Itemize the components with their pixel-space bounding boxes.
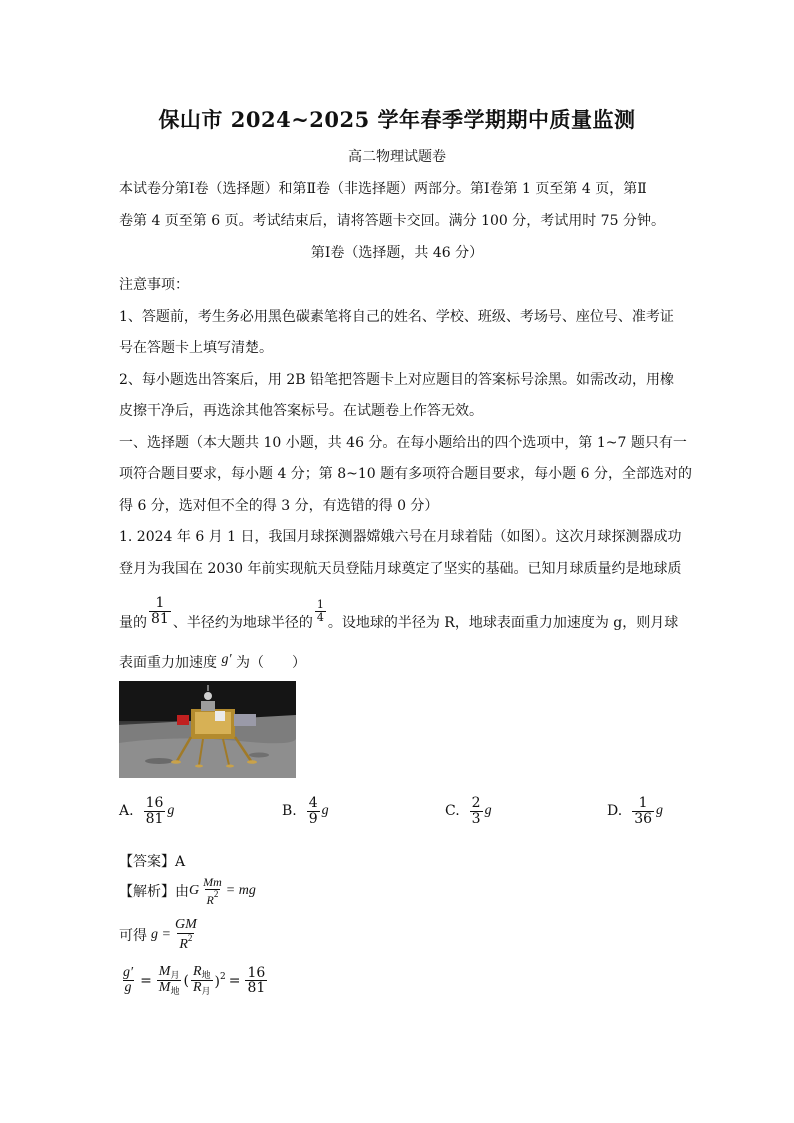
choice-a[interactable]: [119, 796, 174, 826]
eq3-result-fraction: [245, 966, 267, 996]
eq3-line: [119, 965, 269, 997]
notes-heading: 注意事项：: [119, 277, 189, 293]
eq3-radius-fraction: [191, 965, 213, 997]
eq3-paren-close: )$^2$: [214, 971, 226, 990]
choice-a-var: g: [167, 803, 175, 819]
radius-ratio-den: 4: [316, 610, 324, 624]
section1-line-3: 得 6 分，选对但不全的得 3 分，有选错的得 0 分）: [119, 498, 439, 514]
eq1-fraction: [201, 876, 224, 906]
choice-b-label: B.: [282, 803, 297, 820]
q1-line-2: 登月为我国在 2030 年前实现航天员登陆月球奠定了坚实的基础。已知月球质量约是地球质: [119, 561, 682, 577]
choice-a-fraction: [144, 796, 166, 826]
radius-ratio-num: 1: [316, 597, 324, 611]
section1-line-1: 一、选择题（本大题共 10 小题，共 46 分。在每小题给出的四个选项中，第 1~7 题只有一: [119, 435, 687, 451]
q1-line-3: [119, 590, 678, 632]
choice-c-label: C.: [445, 803, 460, 820]
eq3-mass-num: $M_月$: [158, 964, 180, 980]
eq3-left-den: g: [124, 980, 132, 996]
choice-d-fraction: [632, 796, 654, 826]
mass-ratio-den: 81: [151, 610, 169, 627]
choice-a-num: 16: [145, 795, 164, 811]
choice-b-den: 9: [308, 810, 318, 827]
note1-line-1: 1、答题前，考生务必用黑色碳素笔将自己的姓名、学校、班级、考场号、座位号、准考证: [119, 309, 674, 325]
eq3-left-num: g′: [123, 964, 134, 980]
g-prime-symbol: g′: [221, 652, 232, 667]
eq2-num: GM: [174, 917, 197, 932]
page-title: 保山市 2024~2025 学年春季学期期中质量监测: [158, 107, 636, 132]
lunar-lander-photo: [119, 681, 296, 778]
choice-c-num: 2: [471, 795, 481, 811]
note1-line-2: 号在答题卡上填写清楚。: [119, 340, 273, 356]
q1-line-4-a: 表面重力加速度: [119, 655, 217, 671]
eq1-rhs: = mg: [225, 883, 256, 899]
intro-line-2: 卷第 4 页至第 6 页。考试结束后，请将答题卡交回。满分 100 分，考试用时 75 分钟。: [119, 213, 665, 229]
choice-b[interactable]: [282, 796, 329, 826]
eq1-g-const: G: [189, 883, 200, 899]
q1-line-4-b: 为（ ）: [235, 655, 306, 671]
eq2-den: $R^2$: [179, 932, 193, 952]
eq3-radius-den: $R_月$: [192, 980, 211, 997]
eq3-paren-open: (: [183, 972, 189, 989]
radius-ratio-fraction: [315, 599, 326, 623]
choice-d-den: 36: [634, 810, 653, 827]
choice-d-label: D.: [607, 803, 623, 820]
choice-c-den: 3: [471, 810, 481, 827]
analysis-label: 【解析】由: [119, 884, 189, 901]
choice-c-var: g: [484, 803, 492, 819]
q1-line-3-a: 量的: [119, 615, 147, 631]
note2-line-1: 2、每小题选出答案后，用 2B 铅笔把答题卡上对应题目的答案标号涂黑。如需改动，用橡: [119, 372, 675, 388]
choice-d-var: g: [656, 803, 664, 819]
note2-line-2: 皮擦干净后，再选涂其他答案标号。在试题卷上作答无效。: [119, 403, 483, 419]
mass-ratio-num: 1: [155, 594, 165, 611]
choice-b-var: g: [321, 803, 329, 819]
analysis-line: [119, 876, 256, 906]
eq3-result-den: 81: [247, 980, 266, 997]
eq3-mass-den: $M_地$: [158, 980, 180, 997]
q1-line-4: [119, 652, 306, 672]
choice-d[interactable]: [607, 796, 663, 826]
eq3-left-fraction: [121, 966, 135, 996]
intro-line-1: 本试卷分第Ⅰ卷（选择题）和第Ⅱ卷（非选择题）两部分。第Ⅰ卷第 1 页至第 4 页，第Ⅱ: [119, 181, 647, 197]
mass-ratio-fraction: [149, 596, 171, 626]
eq3-equals: =: [140, 972, 152, 989]
q1-line-3-b: 、半径约为地球半径的: [172, 615, 313, 631]
eq1-num: Mm: [203, 875, 222, 889]
part1-heading: 第Ⅰ卷（选择题，共 46 分）: [310, 245, 484, 261]
answer-line: 【答案】A: [119, 854, 186, 870]
eq2-lhs: g =: [151, 927, 171, 943]
exam-subtitle: 高二物理试题卷: [348, 149, 446, 165]
choice-a-label: A.: [119, 803, 134, 820]
eq3-mass-fraction: [157, 965, 182, 997]
eq3-result-num: 16: [247, 964, 266, 981]
eq2-line: [119, 918, 201, 952]
eq1-den: $R^2$: [206, 888, 219, 907]
choice-a-den: 81: [145, 810, 164, 827]
q1-line-1: 1. 2024 年 6 月 1 日，我国月球探测器嫦娥六号在月球着陆（如图）。这次月球探测器成功: [119, 529, 682, 545]
eq2-prefix: 可得: [119, 928, 147, 945]
eq3-radius-num: $R_地$: [192, 964, 211, 980]
choice-d-num: 1: [638, 795, 648, 811]
choice-c[interactable]: [445, 796, 492, 826]
q1-line-3-c: 。设地球的半径为 R，地球表面重力加速度为 g，则月球: [327, 615, 679, 631]
eq3-equals-2: =: [228, 972, 241, 989]
eq2-fraction: [173, 918, 199, 952]
choice-b-fraction: [307, 796, 320, 826]
choice-b-num: 4: [308, 795, 318, 811]
choice-c-fraction: [470, 796, 483, 826]
section1-line-2: 项符合题目要求，每小题 4 分；第 8~10 题有多项符合题目要求，每小题 6 分，全部选对的: [119, 466, 692, 482]
lunar-lander-illustration: [119, 681, 296, 778]
